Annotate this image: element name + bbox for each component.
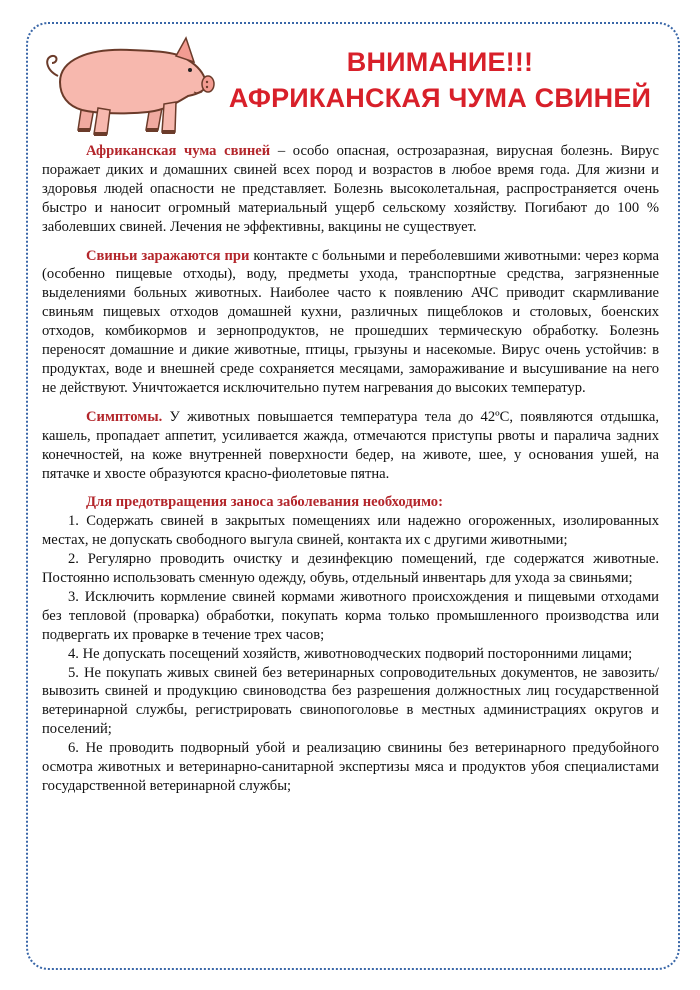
infection-paragraph xyxy=(42,247,659,398)
pig-icon xyxy=(38,30,216,140)
infection-lead: Свиньи заражаются при xyxy=(86,247,250,264)
title-line-2: АФРИКАНСКАЯ ЧУМА СВИНЕЙ xyxy=(228,83,652,113)
list-item: 1. Содержать свиней в закрытых помещениях или надежно огороженных, изолированных местах, не допускать свободного выгула свиней, контакта их с другими животными; xyxy=(42,513,659,549)
intro-lead: Африканская чума свиней xyxy=(86,143,271,159)
list-item: 4. Не допускать посещений хозяйств, животноводческих подворий посторонними лицами; xyxy=(68,645,633,662)
list-item: 2. Регулярно проводить очистку и дезинфекцию помещений, где содержатся животные. Постоянно использовать сменную одежду, обувь, отдельный инвентарь для ухода за свиньями; xyxy=(42,551,659,587)
list-item: 6. Не проводить подворный убой и реализацию свинины без ветеринарного предубойного осмотра животных и ветеринарно-санитарной экспертизы мяса и продуктов убоя специалистами государственной ветеринарной службы; xyxy=(42,740,659,794)
intro-paragraph xyxy=(42,142,659,237)
document-body xyxy=(42,142,659,796)
symptoms-text: У животных повышается температура тела до 42ºС, появляются отдышка, кашель, пропадает аппетит, усиливается жажда, отмечаются приступы рвоты и паралича задних конечностей, на коже внутренней поверхности бедер, на животе, шее, у основания ушей, на пятачке и хвосте образуются красно-фиолетовые пятна. xyxy=(42,408,659,482)
symptoms-paragraph xyxy=(42,408,659,484)
intro-text: – особо опасная, острозаразная, вирусная болезнь. Вирус поражает диких и домашних свиней всех пород и возрастов в любое время года. Для жизни и здоровья людей опасности не представляет. Болезнь высоколетальная, распространяется очень быстро и наносит огромный материальный ущерб сельскому хозяйству. Погибают до 100 % заболевших свиней. Лечения не эффективны, вакцины не существует. xyxy=(42,143,659,235)
symptoms-lead: Симптомы. xyxy=(86,408,163,425)
prevention-heading: Для предотвращения заноса заболевания необходимо: xyxy=(86,494,443,511)
page-title xyxy=(205,44,675,116)
title-line-1: ВНИМАНИЕ!!! xyxy=(346,47,534,77)
list-item: 3. Исключить кормление свиней кормами животного происхождения и пищевыми отходами без тепловой (проварка) обработки, покупать корма только промышленного производства или подвергать их проварке в течение трех часов; xyxy=(42,588,659,643)
infection-text: контакте с больными и переболевшими животными: через корма (особенно пищевые отходы), воду, предметы ухода, транспортные средства, загрязненные выделениями больных животных. Наиболее часто к появлению АЧС приводит скармливание свиньям пищевых отходов домашней кухни, различных пищеблоков и столовых, боенских отходов, комбикормов и зернопродуктов, не прошедших термическую обработку. Болезнь переносят домашние и дикие животные, птицы, грызуны и насекомые. Вирус очень устойчив: в продуктах, воде и внешней среде сохраняется месяцами, замораживание и высушивание на него не действуют. Уничтожается исключительно путем нагревания до высоких температур. xyxy=(42,247,659,396)
list-item: 5. Не покупать живых свиней без ветеринарных сопроводительных документов, не завозить/вывозить свиней и продукцию свиноводства без разрешения должностных лиц государственной ветеринарной службы, регистрировать свинопоголовье в местных администрациях округов и поселений; xyxy=(42,664,659,738)
